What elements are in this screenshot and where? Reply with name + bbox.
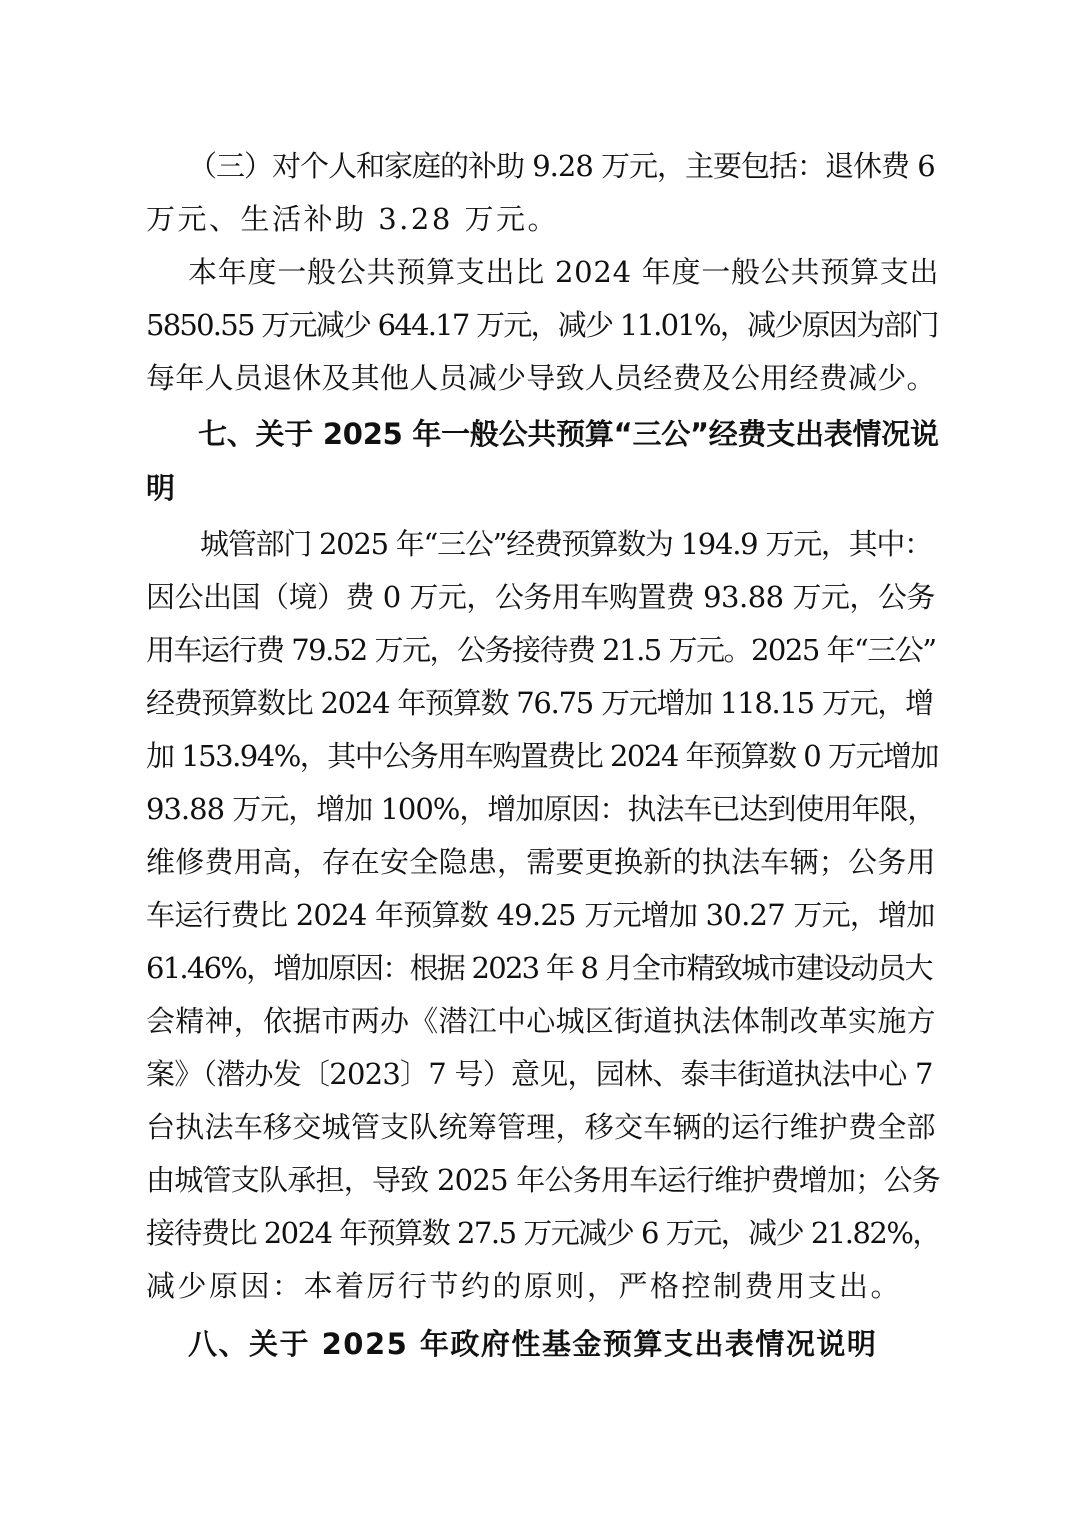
paragraph-line: 93.88 万元，增加 100%，增加原因：执法车已达到使用年限， (146, 792, 936, 826)
paragraph-line: 车运行费比 2024 年预算数 49.25 万元增加 30.27 万元，增加 (146, 898, 935, 932)
paragraph-line: 61.46%，增加原因：根据 2023 年 8 月全市精致城市建设动员大 (146, 951, 932, 985)
paragraph-line: （三）对个人和家庭的补助 9.28 万元，主要包括：退休费 6 (188, 149, 935, 183)
paragraph-line: 由城管支队承担，导致 2025 年公务用车运行维护费增加；公务 (146, 1163, 940, 1197)
paragraph-line: 用车运行费 79.52 万元，公务接待费 21.5 万元。2025 年“三公” (146, 633, 936, 667)
section-heading: 七、关于 2025 年一般公共预算“三公”经费支出表情况说 (198, 417, 939, 451)
paragraph-line: 台执法车移交城管支队统筹管理，移交车辆的运行维护费全部 (146, 1110, 936, 1144)
paragraph-line: 维修费用高，存在安全隐患，需要更换新的执法车辆；公务用 (146, 845, 936, 879)
paragraph-line: 万元、生活补助 3.28 万元。 (146, 202, 560, 236)
paragraph-line: 案》（潜办发〔2023〕7 号）意见，园林、泰丰街道执法中心 7 (146, 1057, 933, 1091)
paragraph-line: 本年度一般公共预算支出比 2024 年度一般公共预算支出 (188, 255, 940, 289)
paragraph-line: 加 153.94%，其中公务用车购置费比 2024 年预算数 0 万元增加 (146, 739, 938, 773)
paragraph-line: 经费预算数比 2024 年预算数 76.75 万元增加 118.15 万元，增 (146, 686, 933, 720)
paragraph-line: 城管部门 2025 年“三公”经费预算数为 194.9 万元，其中： (200, 527, 932, 561)
paragraph-line: 会精神，依据市两办《潜江中心城区街道执法体制改革实施方 (146, 1004, 936, 1038)
paragraph-line: 每年人员退休及其他人员减少导致人员经费及公用经费减少。 (146, 361, 936, 395)
paragraph-line: 因公出国（境）费 0 万元，公务用车购置费 93.88 万元，公务 (146, 580, 935, 614)
paragraph-line: 5850.55 万元减少 644.17 万元，减少 11.01%，减少原因为部门 (146, 308, 938, 342)
section-heading: 八、关于 2025 年政府性基金预算支出表情况说明 (188, 1327, 878, 1361)
paragraph-line: 减少原因：本着厉行节约的原则，严格控制费用支出。 (146, 1269, 903, 1303)
section-heading: 明 (146, 471, 177, 505)
paragraph-line: 接待费比 2024 年预算数 27.5 万元减少 6 万元，减少 21.82%， (146, 1216, 940, 1250)
